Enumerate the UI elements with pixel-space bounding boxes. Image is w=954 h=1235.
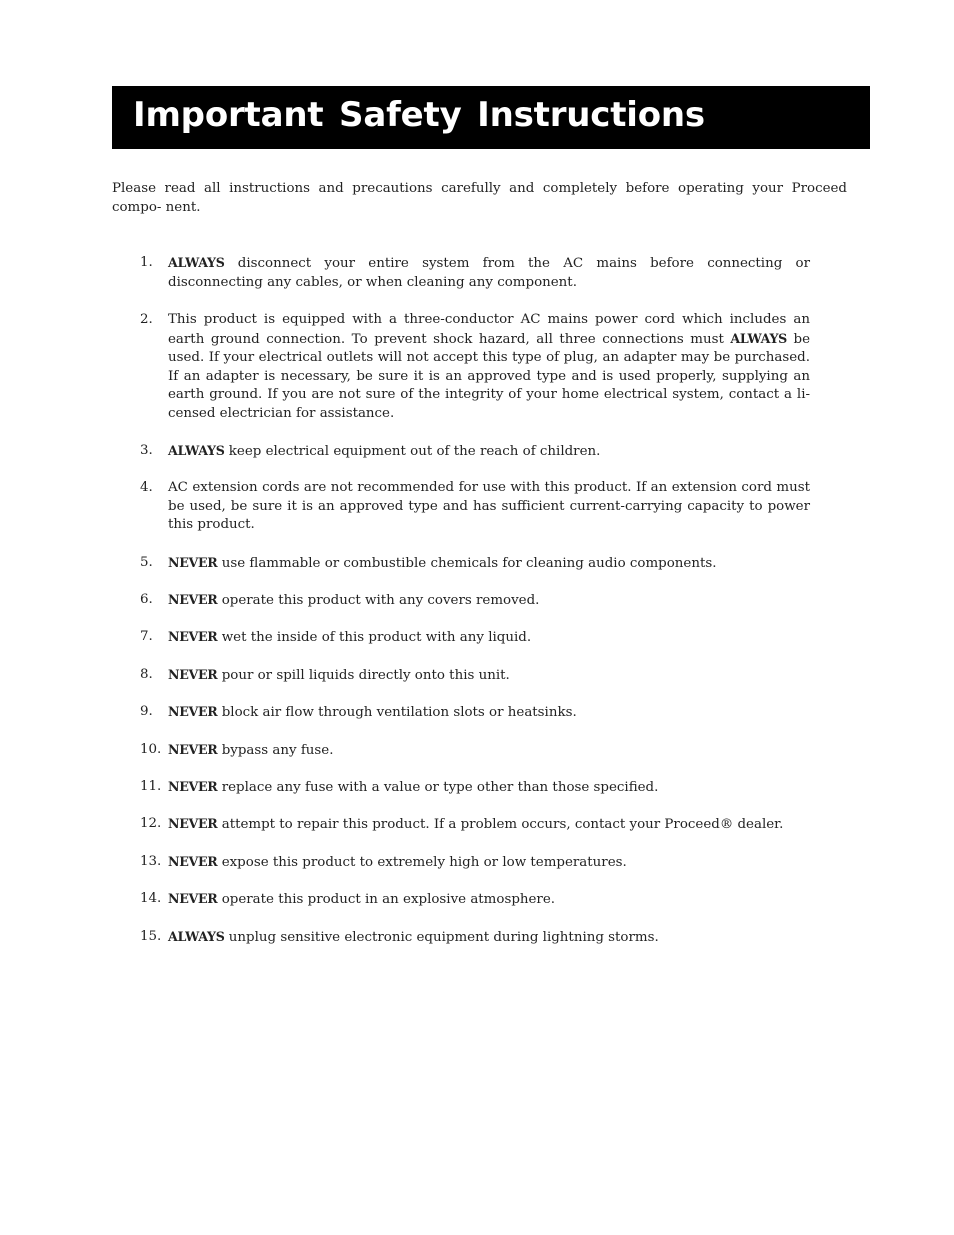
item-number: 12. bbox=[140, 816, 162, 831]
safety-item-12 bbox=[140, 815, 810, 835]
item-text: NEVER replace any fuse with a value or type other than those specified. bbox=[168, 779, 659, 795]
item-keyword: NEVER bbox=[168, 704, 218, 719]
item-text: NEVER bypass any fuse. bbox=[168, 742, 334, 758]
item-text: NEVER block air flow through ventilation slots or heatsinks. bbox=[168, 704, 577, 720]
item-keyword: NEVER bbox=[168, 667, 218, 682]
item-text: This product is equipped with a three-conductor AC mains power cord which includes an earth ground connection. To prevent shock hazard, all three connections must ALWAYS be used. If your electrical outlets will not accept this type of plug, an adapter may be purchased. If an adapter is necessary, be sure it is an approved type and is used properly, supplying an earth ground. If you are not sure of the integrity of your home electrical system, contact a li- censed electrician for assistance. bbox=[168, 312, 810, 421]
safety-item-6 bbox=[140, 591, 810, 611]
item-number: 7. bbox=[140, 629, 153, 644]
item-keyword: NEVER bbox=[168, 816, 218, 831]
item-keyword: NEVER bbox=[168, 891, 218, 906]
item-text: NEVER wet the inside of this product with any liquid. bbox=[168, 629, 532, 645]
safety-item-7 bbox=[140, 628, 810, 648]
item-keyword: NEVER bbox=[168, 555, 218, 570]
item-text: ALWAYS keep electrical equipment out of the reach of children. bbox=[168, 443, 601, 459]
item-number: 5. bbox=[140, 555, 153, 570]
safety-item-8 bbox=[140, 666, 810, 686]
item-text: ALWAYS unplug sensitive electronic equipment during lightning storms. bbox=[168, 929, 659, 945]
item-keyword: NEVER bbox=[168, 854, 218, 869]
safety-item-1 bbox=[140, 254, 810, 292]
item-number: 6. bbox=[140, 592, 153, 607]
safety-item-3 bbox=[140, 442, 810, 462]
item-number: 10. bbox=[140, 742, 162, 757]
safety-item-9 bbox=[140, 703, 810, 723]
item-text: NEVER expose this product to extremely high or low temperatures. bbox=[168, 854, 627, 870]
safety-item-5 bbox=[140, 554, 810, 574]
item-keyword: NEVER bbox=[168, 742, 218, 757]
safety-item-15 bbox=[140, 928, 810, 948]
item-text: NEVER attempt to repair this product. If a problem occurs, contact your Proceed® dealer. bbox=[168, 816, 784, 832]
item-number: 1. bbox=[140, 255, 153, 270]
page-title: Important Safety Instructions bbox=[133, 95, 705, 135]
item-text: NEVER pour or spill liquids directly onto this unit. bbox=[168, 667, 510, 683]
item-text: NEVER use flammable or combustible chemicals for cleaning audio components. bbox=[168, 555, 717, 571]
item-keyword: ALWAYS bbox=[168, 443, 225, 458]
intro-paragraph: Please read all instructions and precautions carefully and completely before operating your Proceed compo- nent. bbox=[112, 181, 847, 215]
safety-item-13 bbox=[140, 853, 810, 873]
item-number: 13. bbox=[140, 854, 162, 869]
title-banner bbox=[112, 86, 870, 149]
item-number: 3. bbox=[140, 443, 153, 458]
safety-item-4 bbox=[140, 479, 810, 535]
item-keyword: NEVER bbox=[168, 592, 218, 607]
item-number: 4. bbox=[140, 480, 153, 495]
safety-item-11 bbox=[140, 778, 810, 798]
safety-item-14 bbox=[140, 890, 810, 910]
item-keyword: ALWAYS bbox=[730, 330, 787, 346]
item-text: ALWAYS disconnect your entire system from the AC mains before connecting or disconnecting any cables, or when cleaning any component. bbox=[168, 255, 810, 290]
item-keyword: ALWAYS bbox=[168, 929, 225, 944]
item-keyword: NEVER bbox=[168, 629, 218, 644]
item-text: AC extension cords are not recommended for use with this product. If an extension cord must be used, be sure it is an approved type and has sufficient current-carrying capacity to power this product. bbox=[168, 480, 810, 532]
safety-item-2 bbox=[140, 311, 810, 423]
item-text: NEVER operate this product in an explosive atmosphere. bbox=[168, 891, 556, 907]
item-number: 11. bbox=[140, 779, 162, 794]
item-keyword: ALWAYS bbox=[168, 255, 225, 270]
item-number: 9. bbox=[140, 704, 153, 719]
item-number: 8. bbox=[140, 667, 153, 682]
safety-item-10 bbox=[140, 741, 810, 761]
item-number: 2. bbox=[140, 312, 153, 327]
item-number: 15. bbox=[140, 929, 162, 944]
item-number: 14. bbox=[140, 891, 162, 906]
item-keyword: NEVER bbox=[168, 779, 218, 794]
item-text: NEVER operate this product with any covers removed. bbox=[168, 592, 540, 608]
